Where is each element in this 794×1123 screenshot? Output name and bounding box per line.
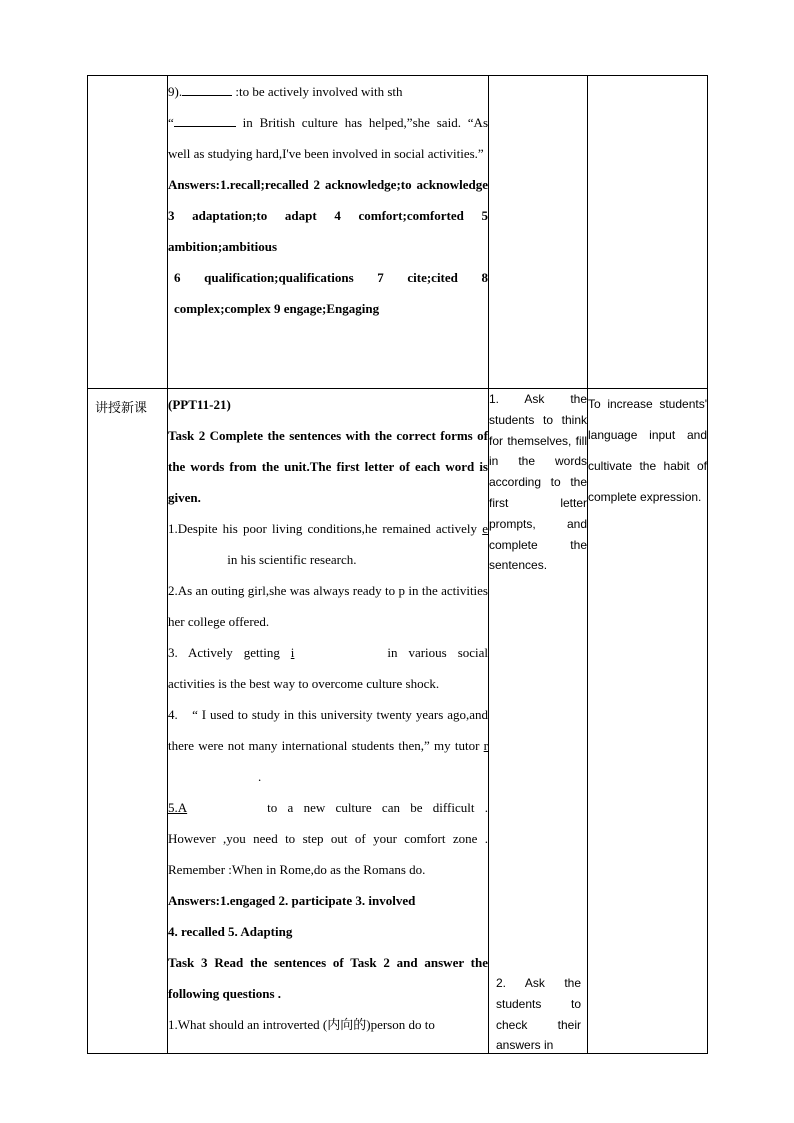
answers-continued: 6 qualification;qualifications 7 cite;cited 8 complex;complex 9 engage;Engaging xyxy=(174,270,488,316)
activity-cell xyxy=(489,389,588,1054)
answer-blank xyxy=(182,82,232,96)
question-1: 1.What should an introverted (内向的)person do to xyxy=(168,1017,435,1033)
item-definition: :to be actively involved with sth xyxy=(235,84,403,99)
first-letter-blank: 5.A xyxy=(168,800,188,815)
lesson-plan-table xyxy=(87,75,708,1054)
first-letter-blank: r xyxy=(483,738,489,753)
item-number: 9). xyxy=(168,84,183,99)
ppt-ref: (PPT11-21) xyxy=(168,397,231,412)
stage-cell xyxy=(88,76,168,389)
sentence-5: 5.A to a new culture can be difficult . However ,you need to step out of your comfort zone . Remember :When in Rome,do as the Romans do. xyxy=(168,800,488,877)
sentence-2: 2.As an outing girl,she was always ready to p in the activities her college offered. xyxy=(168,583,488,629)
quote-text: in British culture has helped,”she said. “As well as studying hard,I've been involved in social activities.” xyxy=(168,115,488,161)
sentence-4: 4. “ I used to study in this university twenty years ago,and there were not many international students then,” my tutor r. xyxy=(168,707,489,784)
first-letter-blank: i xyxy=(290,645,295,660)
purpose-cell xyxy=(588,76,708,389)
sentence-3: 3. Actively getting i in various social activities is the best way to overcome culture shock. xyxy=(168,645,489,691)
vocab-item-9 xyxy=(168,76,488,107)
first-letter-blank: e xyxy=(482,521,489,536)
example-quote: “ in British culture has helped,”she said. “As well as studying hard,I've been involved in social activities.” xyxy=(168,115,488,161)
content-cell xyxy=(168,389,489,1054)
table-row xyxy=(88,76,708,389)
task2-answers-cont: 4. recalled 5. Adapting xyxy=(168,924,293,939)
task2-title: Task 2 Complete the sentences with the correct forms of the words from the unit.The first letter of each word is given. xyxy=(168,428,488,505)
purpose-cell xyxy=(588,389,708,1054)
answer-blank xyxy=(174,113,236,127)
sentence-1: 1.Despite his poor living conditions,he remained actively e in his scientific research. xyxy=(168,521,489,567)
stage-cell xyxy=(88,389,168,1054)
purpose-text: To increase students' language input and cultivate the habit of complete expression. xyxy=(588,397,707,504)
task2-answers: Answers:1.engaged 2. participate 3. involved xyxy=(168,893,416,908)
table-row xyxy=(88,389,708,1054)
stage-label: 讲授新课 xyxy=(95,401,148,416)
answers-text: Answers:1.recall;recalled 2 acknowledge;to acknowledge 3 adaptation;to adapt 4 comfort;comforted 5 ambition;ambitious xyxy=(168,177,488,254)
activity-step-2: 2. Ask the students to check their answers in xyxy=(496,976,581,1053)
task3-title: Task 3 Read the sentences of Task 2 and answer the following questions . xyxy=(168,955,488,1001)
activity-step-1: 1. Ask the students to think for themselves, fill in the words according to the first letter prompts, and complete the sentences. xyxy=(489,392,587,573)
activity-cell xyxy=(489,76,588,389)
content-cell xyxy=(168,76,489,389)
